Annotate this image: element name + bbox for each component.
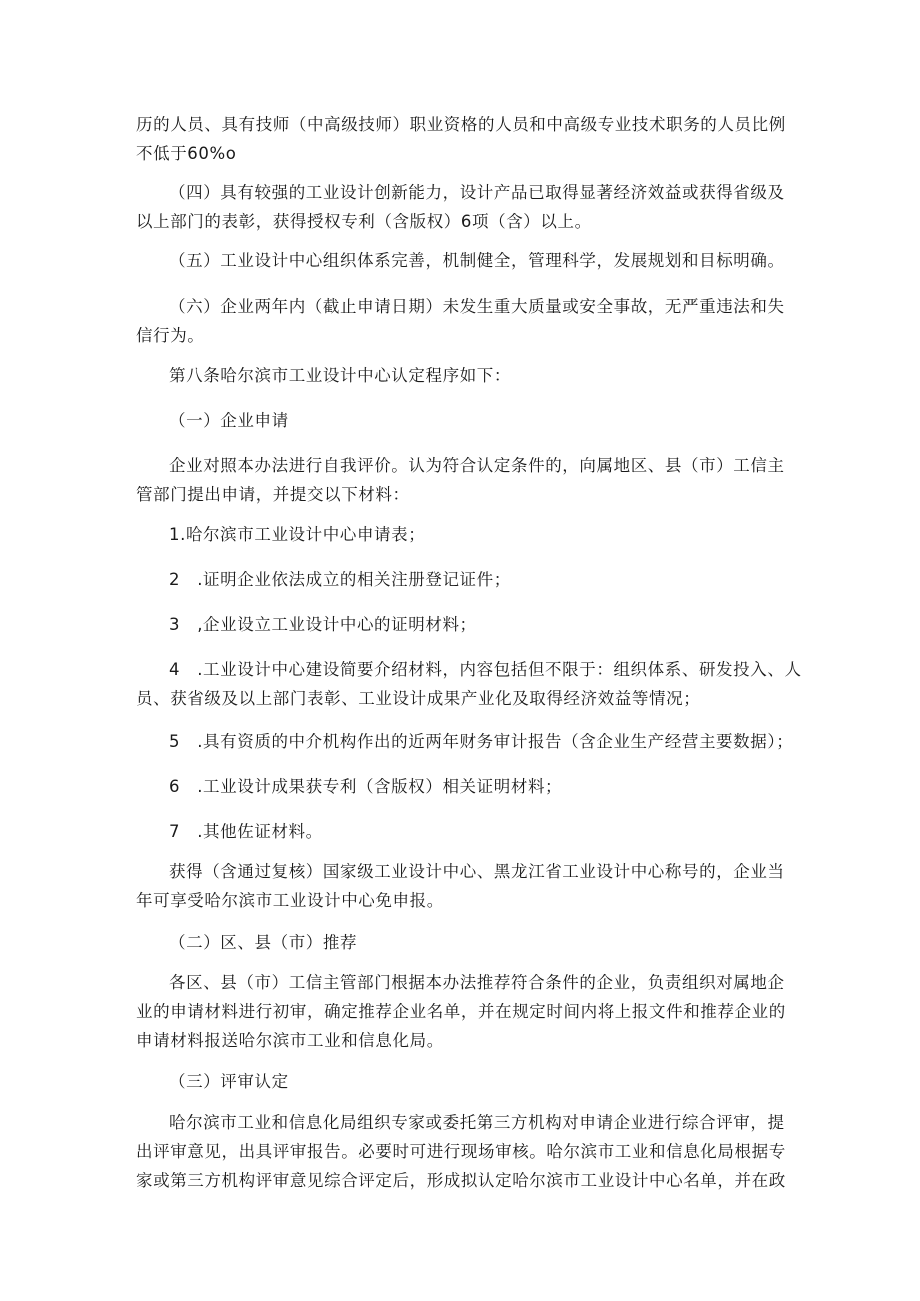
paragraph-item-4: [136, 178, 796, 236]
paragraph-staff-ratio: [136, 110, 796, 168]
list-item-3: [136, 610, 796, 639]
paragraph-exemption: [136, 857, 796, 915]
heading-evaluation: [136, 1067, 796, 1096]
text-line: 5 .具有资质的中介机构作出的近两年财务审计报告（含企业生产经营主要数据）；: [169, 732, 794, 751]
list-item-4: [136, 655, 802, 713]
text-line: 第八条哈尔滨市工业设计中心认定程序如下：: [169, 366, 511, 385]
text-line: 不低于60%o: [136, 144, 237, 163]
text-line: 6 .工业设计成果获专利（含版权）相关证明材料；: [169, 777, 563, 796]
text-line: 申请材料报送哈尔滨市工业和信息化局。: [136, 1031, 444, 1050]
text-line: 管部门提出申请，并提交以下材料：: [136, 485, 410, 504]
text-line: 以上部门的表彰，获得授权专利（含版权）6项（含）以上。: [136, 212, 592, 231]
text-line: 4 .工业设计中心建设简要介绍材料，内容包括但不限于：组织体系、研发投入、人: [169, 660, 802, 679]
text-line: 获得（含通过复核）国家级工业设计中心、黑龙江省工业设计中心称号的，企业当: [169, 862, 785, 881]
paragraph-item-5: [136, 246, 796, 275]
text-line: （五）工业设计中心组织体系完善，机制健全，管理科学，发展规划和目标明确。: [169, 251, 785, 270]
text-line: 出评审意见，出具评审报告。必要时可进行现场审核。哈尔滨市工业和信息化局根据专: [136, 1142, 786, 1161]
list-item-2: [136, 565, 796, 594]
paragraph-article-8: [136, 361, 796, 390]
text-line: 业的申请材料进行初审，确定推荐企业名单，并在规定时间内将上报文件和推荐企业的: [136, 1002, 786, 1021]
text-line: 2 .证明企业依法成立的相关注册登记证件；: [169, 570, 511, 589]
text-line: 哈尔滨市工业和信息化局组织专家或委托第三方机构对申请企业进行综合评审，提: [169, 1113, 785, 1132]
text-line: （二）区、县（市）推荐: [169, 933, 358, 952]
paragraph-item-6: [136, 292, 796, 350]
paragraph-self-evaluation: [136, 451, 796, 509]
text-line: （三）评审认定: [169, 1072, 289, 1091]
text-line: 各区、县（市）工信主管部门根据本办法推荐符合条件的企业，负责组织对属地企: [169, 973, 785, 992]
paragraph-district-review: [136, 968, 796, 1055]
text-line: 信行为。: [136, 326, 205, 345]
text-line: 3 ,企业设立工业设计中心的证明材料；: [169, 615, 477, 634]
text-line: 员、获省级及以上部门表彰、工业设计成果产业化及取得经济效益等情况；: [136, 689, 701, 708]
text-line: 家或第三方机构评审意见综合评定后，形成拟认定哈尔滨市工业设计中心名单，并在政: [136, 1171, 786, 1190]
heading-district-recommendation: [136, 928, 796, 957]
text-line: 年可享受哈尔滨市工业设计中心免申报。: [136, 891, 444, 910]
list-item-6: [136, 772, 796, 801]
text-line: （一）企业申请: [169, 411, 289, 430]
list-item-1: [136, 520, 796, 549]
text-line: （六）企业两年内（截止申请日期）未发生重大质量或安全事故，无严重违法和失: [169, 297, 785, 316]
list-item-5: [136, 727, 796, 756]
heading-enterprise-application: [136, 406, 796, 435]
text-line: 历的人员、具有技师（中高级技师）职业资格的人员和中高级专业技术职务的人员比例: [136, 115, 786, 134]
list-item-7: [136, 817, 796, 846]
text-line: 1.哈尔滨市工业设计中心申请表；: [169, 525, 426, 544]
paragraph-expert-review: [136, 1108, 796, 1195]
text-line: 企业对照本办法进行自我评价。认为符合认定条件的，向属地区、县（市）工信主: [169, 456, 785, 475]
text-line: （四）具有较强的工业设计创新能力，设计产品已取得显著经济效益或获得省级及: [169, 183, 785, 202]
text-line: 7 .其他佐证材料。: [169, 822, 323, 841]
